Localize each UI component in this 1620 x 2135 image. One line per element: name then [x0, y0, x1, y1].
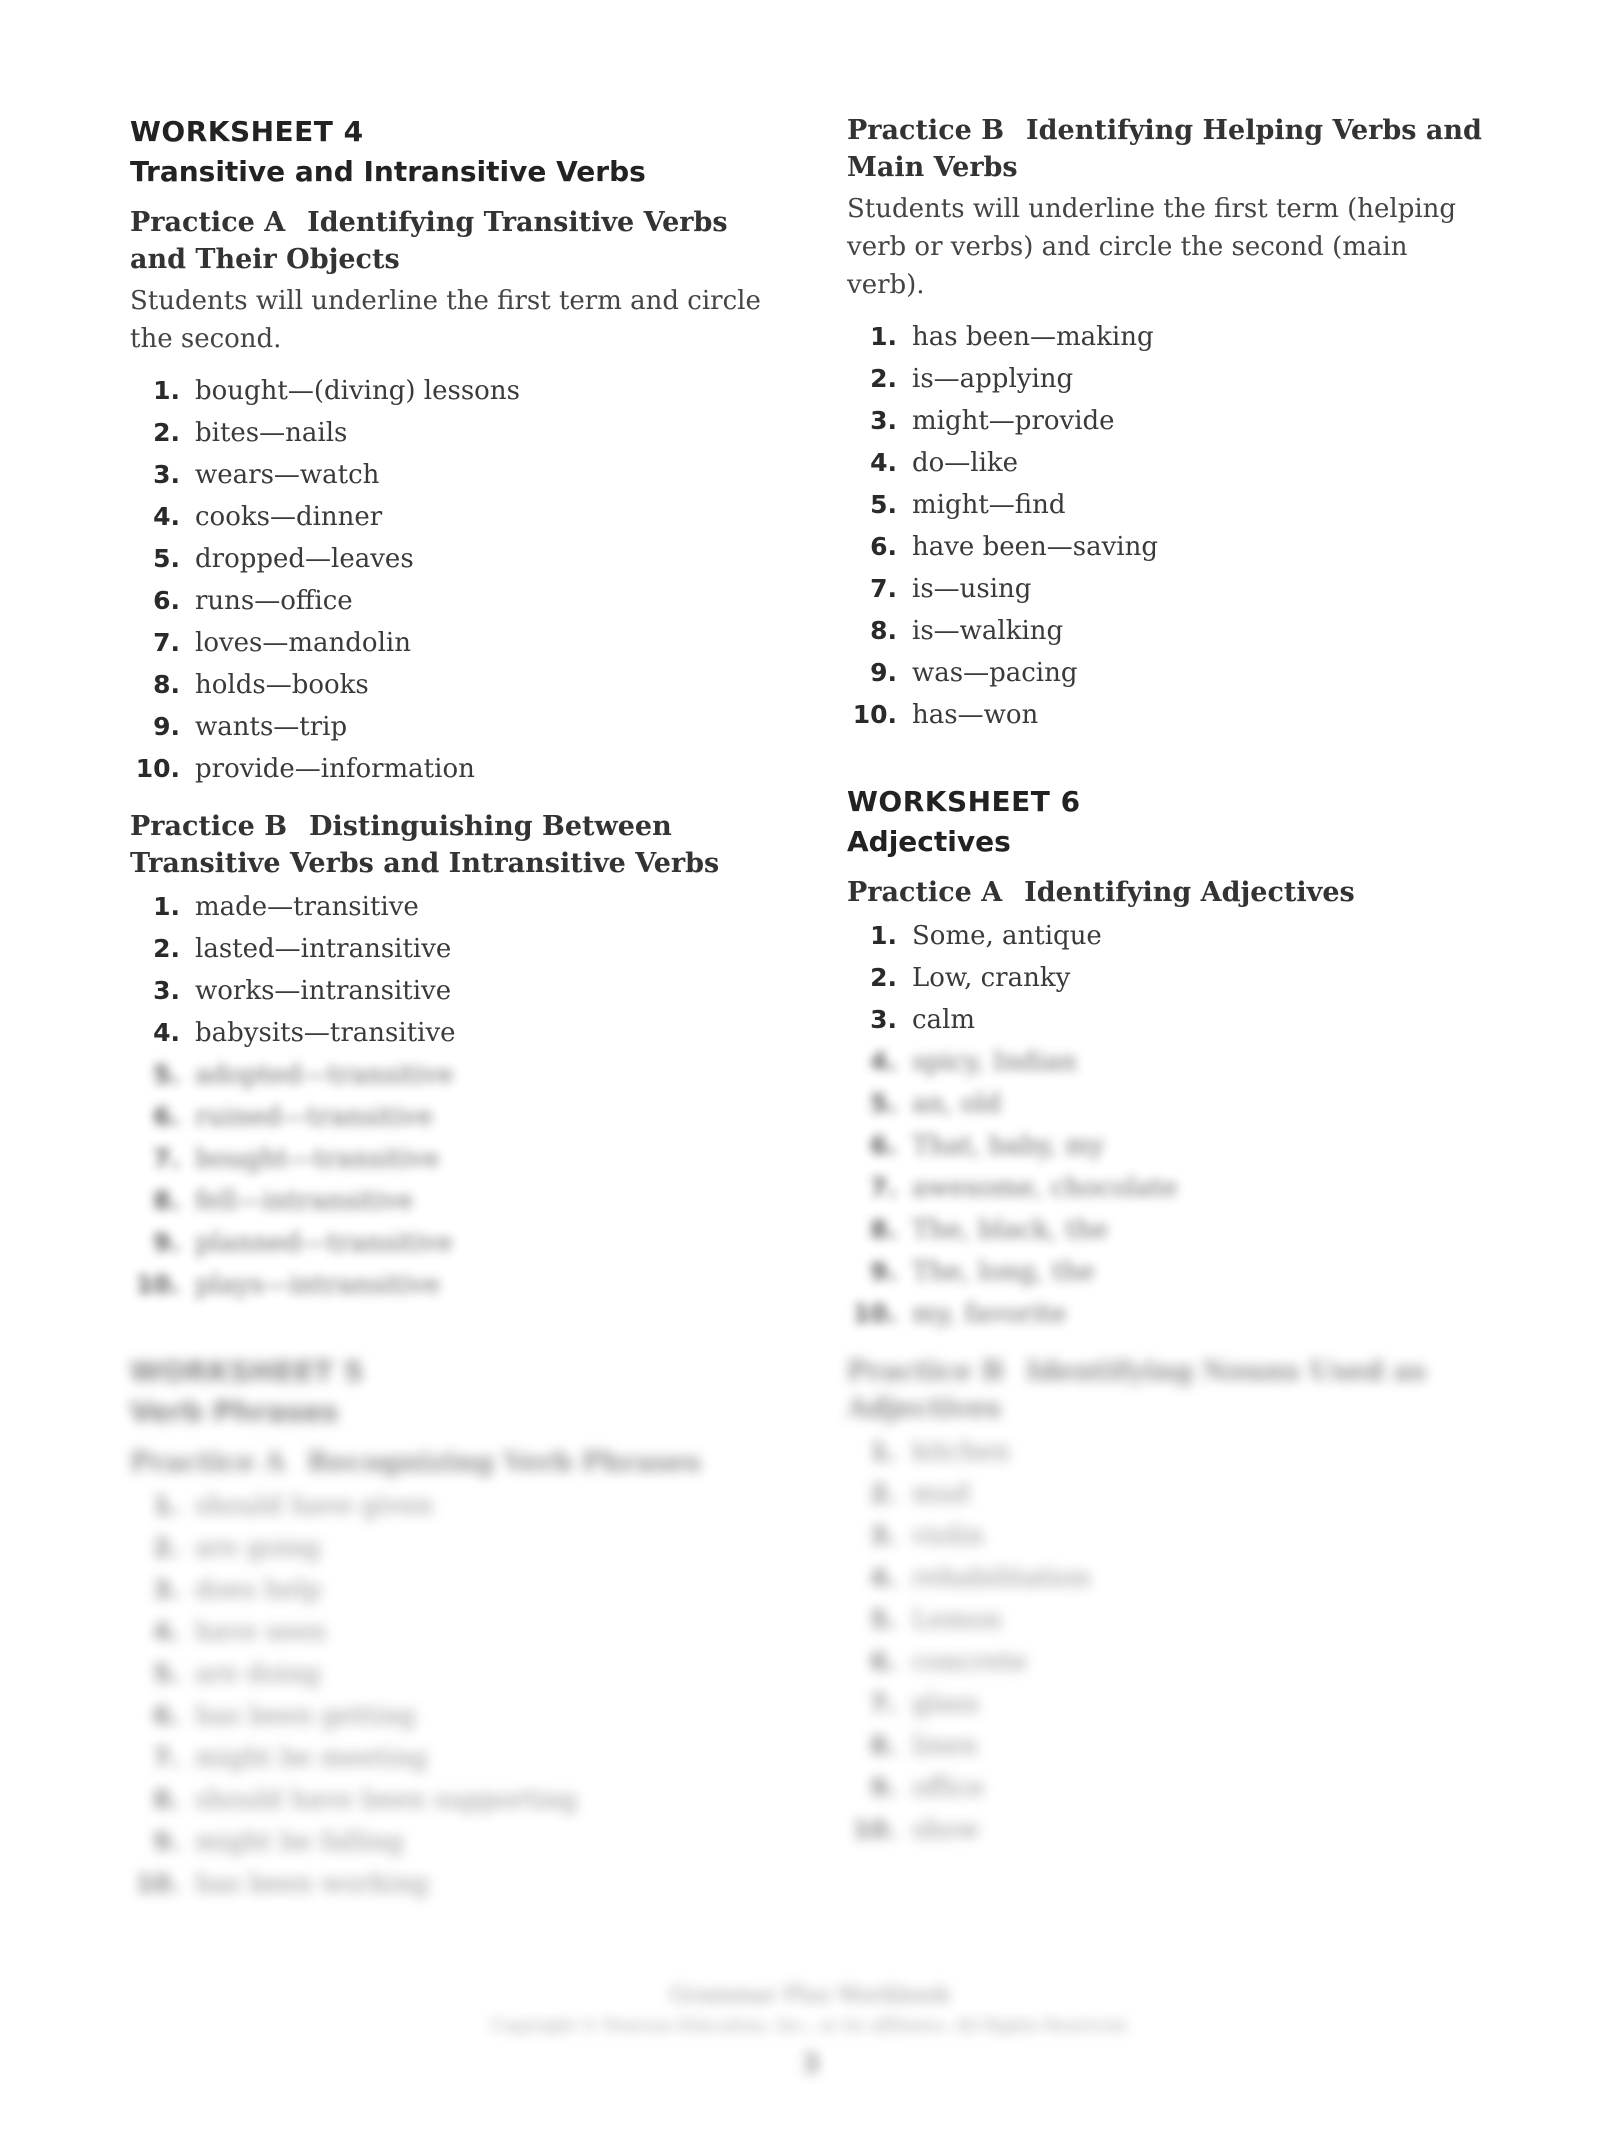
- item-text: That, baby, my: [912, 1131, 1105, 1161]
- list-item: [847, 484, 1487, 526]
- item-text: rehabilitation: [912, 1563, 1091, 1593]
- item-text: The, black, the: [912, 1215, 1108, 1245]
- list-item: [130, 706, 770, 748]
- item-number: 2.: [870, 1479, 897, 1508]
- practice-label: Practice A: [847, 877, 1003, 908]
- worksheet-5-block: [130, 1352, 770, 1905]
- item-text: Low, cranky: [912, 963, 1071, 993]
- practice-label: Practice B: [847, 115, 1005, 146]
- item-number: 4.: [153, 1617, 180, 1646]
- item-number: 3.: [870, 406, 897, 435]
- item-number: 2.: [870, 963, 897, 992]
- item-text: has been—making: [912, 322, 1154, 352]
- item-number: 8.: [153, 670, 180, 699]
- list-item: [847, 1557, 1487, 1599]
- item-text: does help: [195, 1575, 322, 1605]
- ws5-practice-b-heading: [847, 112, 1487, 186]
- list-item: [130, 370, 770, 412]
- list-item: [847, 1767, 1487, 1809]
- item-text: office: [912, 1773, 985, 1803]
- list-item: [130, 886, 770, 928]
- list-item: [130, 1821, 770, 1863]
- list-item: [847, 957, 1487, 999]
- item-number: 2.: [153, 1533, 180, 1562]
- list-item: [130, 412, 770, 454]
- item-number: 4.: [870, 448, 897, 477]
- list-item: [847, 1041, 1487, 1083]
- list-item: [847, 568, 1487, 610]
- item-number: 5.: [870, 1605, 897, 1634]
- item-text: ruined—transitive: [195, 1102, 433, 1132]
- footer-copyright: Copyright © Pearson Education, Inc., or its affiliates. All Rights Reserved.: [489, 2016, 1131, 2036]
- item-number: 7.: [153, 628, 180, 657]
- item-text: lasted—intransitive: [195, 934, 452, 964]
- item-number: 3.: [870, 1005, 897, 1034]
- list-item: [847, 1809, 1487, 1851]
- list-item: [847, 694, 1487, 736]
- item-number: 9.: [870, 1257, 897, 1286]
- ws6-practice-b-heading: [847, 1353, 1487, 1427]
- list-item: [130, 1737, 770, 1779]
- item-number: 6.: [870, 1647, 897, 1676]
- item-text: wants—trip: [195, 712, 348, 742]
- item-text: should have given: [195, 1491, 434, 1521]
- item-number: 2.: [153, 934, 180, 963]
- left-column: [130, 112, 770, 1923]
- item-number: 9.: [153, 712, 180, 741]
- item-text: runs—office: [195, 586, 353, 616]
- list-item: [130, 1779, 770, 1821]
- item-number: 7.: [870, 1173, 897, 1202]
- list-item: [847, 1083, 1487, 1125]
- practice-label: Practice B: [130, 811, 288, 842]
- list-item: [847, 442, 1487, 484]
- item-number: 1.: [870, 322, 897, 351]
- item-text: mud: [912, 1479, 971, 1509]
- list-item: [847, 1515, 1487, 1557]
- list-item: [130, 1012, 770, 1054]
- list-item: [847, 1641, 1487, 1683]
- item-text: awesome, chocolate: [912, 1173, 1178, 1203]
- list-item: [130, 622, 770, 664]
- item-text: is—using: [912, 574, 1032, 604]
- practice-title: Recognizing Verb Phrases: [307, 1447, 701, 1478]
- list-item: [130, 1180, 770, 1222]
- footer-book-title: Grammar Plus Workbook: [670, 1983, 950, 2008]
- item-text: calm: [912, 1005, 976, 1035]
- item-number: 8.: [870, 1731, 897, 1760]
- item-text: works—intransitive: [195, 976, 452, 1006]
- item-number: 8.: [153, 1785, 180, 1814]
- list-item: [847, 1293, 1487, 1335]
- item-text: loves—mandolin: [195, 628, 411, 658]
- list-item: [130, 664, 770, 706]
- worksheet-4-subtitle: Transitive and Intransitive Verbs: [130, 155, 646, 188]
- list-item: [847, 1473, 1487, 1515]
- item-text: plays—intransitive: [195, 1270, 441, 1300]
- item-text: are going: [195, 1533, 321, 1563]
- list-item: [130, 454, 770, 496]
- item-text: was—pacing: [912, 658, 1078, 688]
- item-number: 6.: [153, 1102, 180, 1131]
- item-number: 9.: [153, 1827, 180, 1856]
- item-number: 4.: [870, 1047, 897, 1076]
- worksheet-6-subtitle: Adjectives: [847, 825, 1011, 858]
- ws6-practice-a-list: [847, 915, 1487, 1335]
- item-number: 7.: [153, 1743, 180, 1772]
- ws5-practice-b-list: [847, 316, 1487, 736]
- worksheet-5-subtitle: Verb Phrases: [130, 1395, 339, 1428]
- item-number: 10.: [852, 1299, 897, 1328]
- item-number: 5.: [153, 1659, 180, 1688]
- item-text: adopted—transitive: [195, 1060, 454, 1090]
- list-item: [130, 496, 770, 538]
- item-text: bought—transitive: [195, 1144, 440, 1174]
- item-text: are doing: [195, 1659, 321, 1689]
- item-text: babysits—transitive: [195, 1018, 456, 1048]
- worksheet-6-title: WORKSHEET 6: [847, 785, 1081, 818]
- item-text: glass: [912, 1689, 980, 1719]
- item-number: 10.: [135, 754, 180, 783]
- item-text: spicy, Indian: [912, 1047, 1077, 1077]
- item-text: cooks—dinner: [195, 502, 383, 532]
- item-text: might—provide: [912, 406, 1115, 436]
- item-number: 10.: [852, 700, 897, 729]
- list-item: [130, 1863, 770, 1905]
- item-number: 10.: [852, 1815, 897, 1844]
- ws6-practice-b-block: [847, 1353, 1487, 1851]
- item-number: 4.: [153, 502, 180, 531]
- list-item: [847, 915, 1487, 957]
- item-number: 1.: [153, 376, 180, 405]
- item-text: dropped—leaves: [195, 544, 414, 574]
- list-item: [130, 1569, 770, 1611]
- item-number: 4.: [153, 1018, 180, 1047]
- item-text: should have been supporting: [195, 1785, 578, 1815]
- list-item: [130, 928, 770, 970]
- list-item: [847, 1431, 1487, 1473]
- item-text: violin: [912, 1521, 985, 1551]
- item-text: Lemon: [912, 1605, 1002, 1635]
- list-item: [847, 1251, 1487, 1293]
- item-number: 9.: [870, 658, 897, 687]
- item-number: 8.: [870, 1215, 897, 1244]
- practice-title: Identifying Nouns Used as Adjectives: [847, 1356, 1426, 1424]
- item-text: kitchen: [912, 1437, 1010, 1467]
- page-number: 3: [800, 2049, 820, 2079]
- item-number: 8.: [870, 616, 897, 645]
- ws4-practice-b-list: [130, 886, 770, 1306]
- list-item: [130, 970, 770, 1012]
- item-text: has been working: [195, 1869, 430, 1899]
- list-item: [847, 1683, 1487, 1725]
- item-number: 3.: [153, 1575, 180, 1604]
- list-item: [130, 1096, 770, 1138]
- item-text: Some, antique: [912, 921, 1102, 951]
- item-text: have been—saving: [912, 532, 1158, 562]
- item-text: have seen: [195, 1617, 327, 1647]
- item-number: 1.: [153, 1491, 180, 1520]
- list-item: [847, 526, 1487, 568]
- practice-title: Identifying Adjectives: [1024, 877, 1355, 908]
- item-number: 7.: [153, 1144, 180, 1173]
- item-number: 10.: [135, 1270, 180, 1299]
- item-number: 1.: [870, 1437, 897, 1466]
- item-number: 1.: [153, 892, 180, 921]
- list-item: [130, 1611, 770, 1653]
- item-number: 6.: [870, 532, 897, 561]
- practice-label: Practice B: [847, 1356, 1005, 1387]
- item-text: an, old: [912, 1089, 1002, 1119]
- page-footer: [0, 1980, 1620, 2088]
- item-text: fell—intransitive: [195, 1186, 414, 1216]
- item-text: is—applying: [912, 364, 1074, 394]
- item-number: 5.: [870, 490, 897, 519]
- practice-label: Practice A: [130, 207, 286, 238]
- item-text: might be falling: [195, 1827, 404, 1857]
- ws4-practice-b-heading: [130, 808, 770, 882]
- item-number: 8.: [153, 1186, 180, 1215]
- list-item: [130, 1138, 770, 1180]
- list-item: [847, 1725, 1487, 1767]
- list-item: [130, 538, 770, 580]
- item-number: 5.: [870, 1089, 897, 1118]
- item-text: linen: [912, 1731, 978, 1761]
- item-text: The, long, the: [912, 1257, 1095, 1287]
- item-number: 2.: [153, 418, 180, 447]
- item-text: has—won: [912, 700, 1039, 730]
- list-item: [130, 580, 770, 622]
- item-number: 6.: [153, 1701, 180, 1730]
- item-number: 5.: [153, 544, 180, 573]
- practice-title: Identifying Helping Verbs and Main Verbs: [847, 115, 1482, 183]
- item-text: holds—books: [195, 670, 369, 700]
- list-item: [847, 1167, 1487, 1209]
- practice-title: Identifying Transitive Verbs and Their Objects: [130, 207, 728, 275]
- list-item: [130, 1695, 770, 1737]
- list-item: [847, 400, 1487, 442]
- item-text: has been getting: [195, 1701, 416, 1731]
- item-number: 1.: [870, 921, 897, 950]
- item-number: 6.: [153, 586, 180, 615]
- item-number: 9.: [870, 1773, 897, 1802]
- list-item: [847, 1209, 1487, 1251]
- ws6-practice-b-list: [847, 1431, 1487, 1851]
- item-number: 3.: [153, 460, 180, 489]
- item-number: 7.: [870, 574, 897, 603]
- ws4-practice-a-instructions: Students will underline the first term and circle the second.: [130, 286, 761, 354]
- ws4-practice-a-heading: [130, 204, 770, 278]
- item-text: wears—watch: [195, 460, 380, 490]
- list-item: [130, 1222, 770, 1264]
- worksheet-4-title: WORKSHEET 4: [130, 115, 364, 148]
- item-number: 3.: [153, 976, 180, 1005]
- practice-title: Distinguishing Between Transitive Verbs and Intransitive Verbs: [130, 811, 720, 879]
- item-number: 10.: [135, 1869, 180, 1898]
- ws4-practice-a-list: [130, 370, 770, 790]
- item-text: bought—(diving) lessons: [195, 376, 520, 406]
- item-text: concrete: [912, 1647, 1028, 1677]
- list-item: [130, 1264, 770, 1306]
- item-number: 3.: [870, 1521, 897, 1550]
- list-item: [130, 1653, 770, 1695]
- ws5-practice-a-list: [130, 1485, 770, 1905]
- list-item: [847, 652, 1487, 694]
- item-text: made—transitive: [195, 892, 419, 922]
- item-text: might—find: [912, 490, 1066, 520]
- item-number: 4.: [870, 1563, 897, 1592]
- practice-label: Practice A: [130, 1447, 286, 1478]
- item-text: my, favorite: [912, 1299, 1067, 1329]
- item-number: 5.: [153, 1060, 180, 1089]
- list-item: [130, 1485, 770, 1527]
- item-number: 9.: [153, 1228, 180, 1257]
- list-item: [847, 610, 1487, 652]
- item-text: show: [912, 1815, 980, 1845]
- ws5-practice-a-heading: [130, 1444, 770, 1481]
- list-item: [847, 358, 1487, 400]
- item-number: 2.: [870, 364, 897, 393]
- item-text: do—like: [912, 448, 1019, 478]
- item-number: 7.: [870, 1689, 897, 1718]
- list-item: [130, 748, 770, 790]
- ws5-practice-b-instructions: Students will underline the first term (helping verb or verbs) and circle the second (main verb).: [847, 194, 1457, 300]
- list-item: [130, 1054, 770, 1096]
- item-text: is—walking: [912, 616, 1064, 646]
- worksheet-5-title: WORKSHEET 5: [130, 1355, 364, 1388]
- list-item: [847, 1125, 1487, 1167]
- item-text: planned—transitive: [195, 1228, 453, 1258]
- list-item: [847, 999, 1487, 1041]
- list-item: [847, 316, 1487, 358]
- item-number: 6.: [870, 1131, 897, 1160]
- list-item: [130, 1527, 770, 1569]
- right-column: [847, 112, 1487, 1869]
- list-item: [847, 1599, 1487, 1641]
- item-text: provide—information: [195, 754, 475, 784]
- item-text: bites—nails: [195, 418, 348, 448]
- item-text: might be meeting: [195, 1743, 428, 1773]
- ws6-practice-a-heading: [847, 874, 1487, 911]
